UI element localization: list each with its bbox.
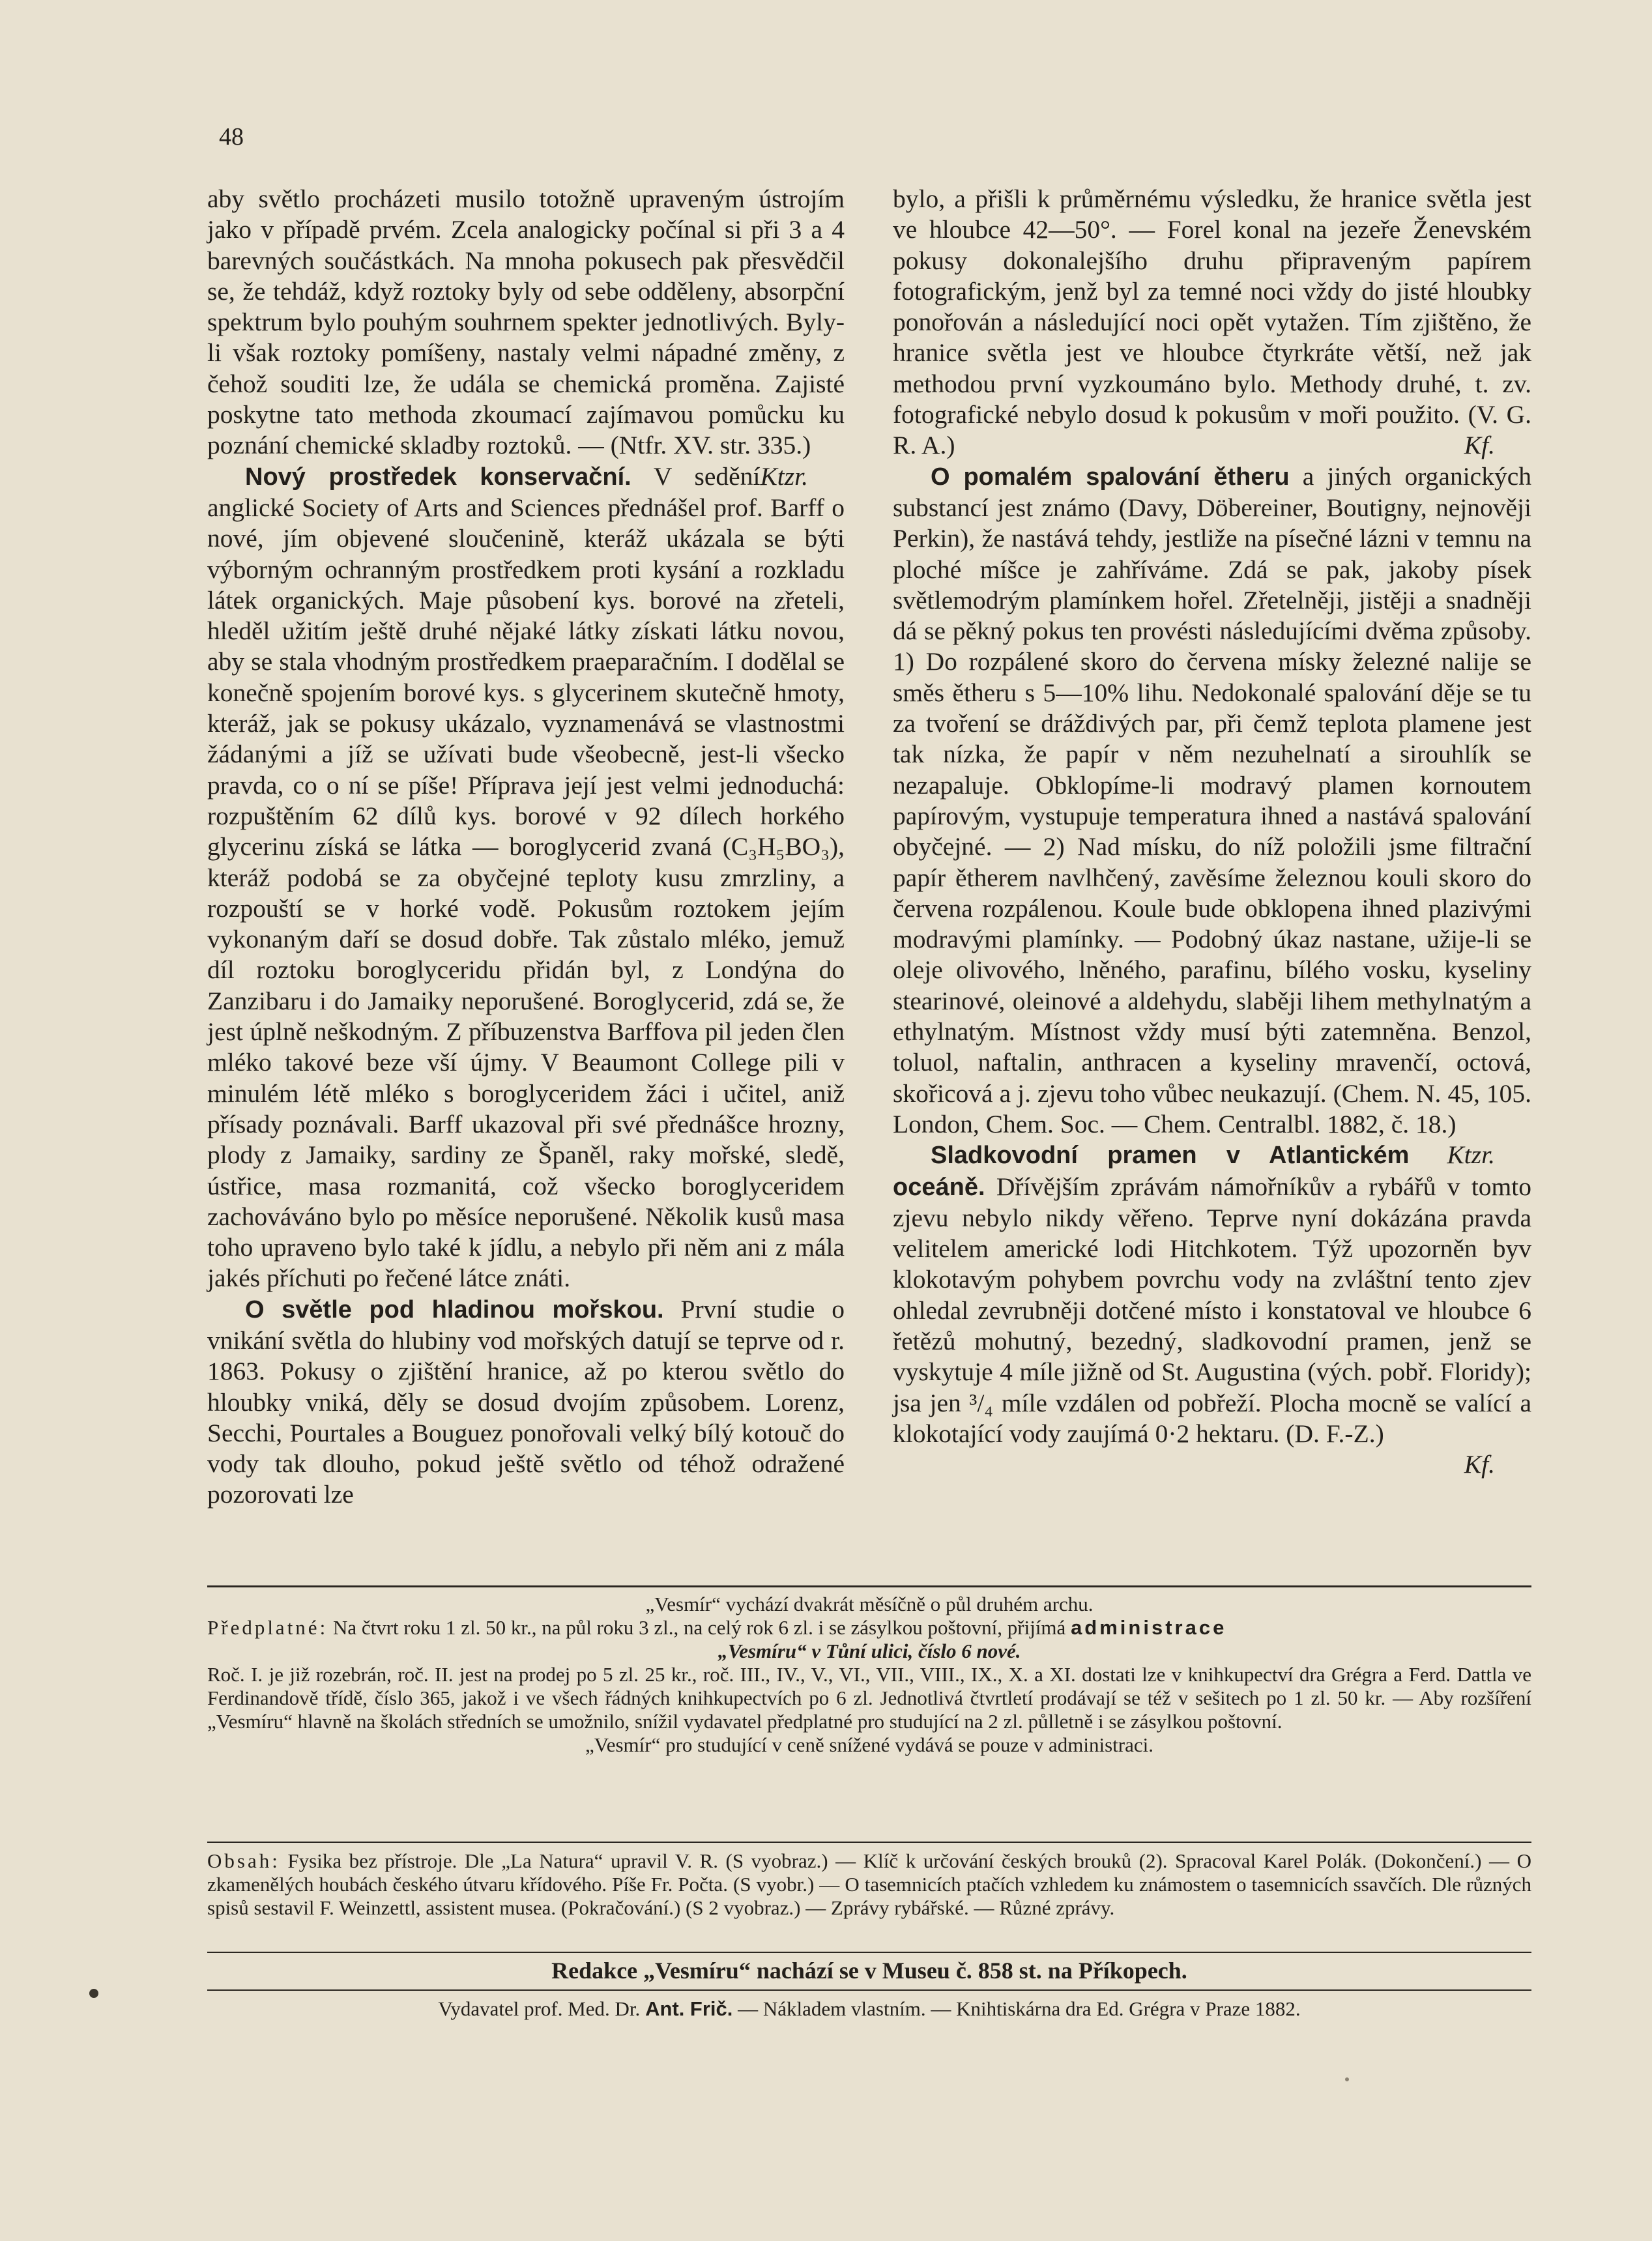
footer-rule — [207, 1585, 1531, 1587]
article-heading: Sladkovodní pramen v Atlantickém oceáně. — [893, 1142, 1410, 1201]
article-paragraph: aby světlo procházeti musilo totožně upraveným ústrojím jako v případě prvém. Zcela analogicky počínal si při 3 a 4 barevných součástkách. Na mnoha pokusech pak přesvědčil se, že tehdáž, když roztoky byly od sebe odděleny, absorpční spektrum bylo pouhým souhrnem spekter jednotlivých. Byly-li však roztoky pomíšeny, nastaly velmi nápadné změny, z čehož souditi lze, že udála se chemická proměna. Zajisté poskytne tato methoda zkoumací zajímavou pomůcku ku poznání chemické skladby roztoků. — (Ntfr. XV. str. 335.) Ktzr. — [207, 184, 845, 461]
left-column — [207, 184, 845, 1511]
editorial-rule — [207, 1952, 1531, 1953]
subscription-prices: Předplatné: Na čtvrt roku 1 zl. 50 kr., na půl roku 3 zl., na celý rok 6 zl. i se zásylkou poštovní, přijímá administrace — [207, 1616, 1227, 1639]
author-signature: Ktzr. — [760, 461, 808, 491]
students-info: „Vesmír“ pro studující v ceně snížené vydává se pouze v administraci. — [585, 1733, 1153, 1756]
publication-schedule: „Vesmír“ vychází dvakrát měsíčně o půl druhém archu. — [645, 1593, 1094, 1615]
article-heading: O pomalém spalování ětheru — [931, 463, 1290, 491]
ink-spot — [89, 1989, 98, 1998]
article-signature-line — [893, 1449, 1531, 1480]
author-signature: Kf. — [1464, 431, 1495, 460]
article-heading: Nový prostředek konservační. — [245, 463, 631, 491]
article-paragraph: Nový prostředek konservační. V sedění anglické Society of Arts and Sciences přednášel prof. Barff o nové, jím objevené sloučenině, kteráž ukázala se býti výborným ochranným prostředkem proti kysání a rozkladu látek organických. Maje působení kys. borové na zřeteli, hleděl užitím ještě druhé nějaké látky získati látku novou, aby se stala vhodným prostředkem praeparačním. I dodělal se konečně spojením borové kys. s glycerinem skutečně hmoty, kteráž, jak se pokusy ukázalo, vyznamenává se vlastnostmi žádanými a jíž se užívati bude všeobecně, jest-li všecko pravda, co o ní se píše! Příprava její jest velmi jednoduchá: rozpuštěním 62 dílů kys. borové v 92 dílech horkého glycerinu získá se látka — boroglycerid zvaná (C₃H₅BO₃), kteráž podobá se za obyčejné teploty kusu zmrzliny, a rozpouští se v horké vodě. Pokusům roztokem jejím vykonaným daří se dosud dobře. Tak zůstalo mléko, jemuž díl roztoku boroglyceridu přidán byl, z Londýna do Zanzibaru i do Jamaiky neporušené. Boroglycerid, zdá se, že jest úplně neškodným. Z příbuzenstva Barffova pil jeden člen mléko takové beze vší újmy. V Beaumont College pili v minulém létě mléko s boroglyceridem žáci i učitel, aniž přísady poznávali. Barff ukazoval při své přednášce hrozny, plody z Jamaiky, sardiny ze Španěl, raky mořské, sledě, ústřice, masa rozmanitá, což všecko boroglyceridem zachováváno bylo po měsíce neporušené. Několik kusů masa toho upraveno bylo také k jídlu, a nebylo při něm ani z mála jakés příchuti po řečené látce znáti. — [207, 461, 845, 1293]
article-paragraph: O pomalém spalování ětheru a jiných organických substancí jest známo (Davy, Döbereiner, Boutigny, nejnověji Perkin), že nastává tehdy, jestliže na písečné lázni v temnu na ploché míšce je zahříváme. Zdá se pak, jakoby písek světlemodrým plamínkem hořel. Zřetelněji, jistěji a snadněji dá se pěkný pokus ten provésti následujícími dvěma způsoby. 1) Do rozpálené skoro do červena mísky železné nalije se směs ětheru s 5—10% lihu. Nedokonalé spalování děje se tu za tvoření se dráždivých par, při čemž teplota plamene jest tak nízka, že papír v něm nezuhelnatí a sirouhlík se nezapaluje. Obklopíme-li modravý plamen kornoutem papírovým, vystupuje temperatura ihned a nastává spalování obyčejné. — 2) Nad mísku, do níž položili jsme filtrační papír ětherem navlhčený, zavěsíme železnou kouli skoro do červena rozpálenou. Koule bude obklopena ihned plazivými modravými plamínky. — Podobný úkaz nastane, užije-li se oleje olivového, lněného, parafinu, bílého vosku, kyseliny stearinové, oleinové a aldehydu, slaběji lihem methylnatým a ethylnatým. Místnost vždy musí býti zatemněna. Benzol, toluol, naftalin, anthracen a kyseliny mravenčí, octová, skořicová a j. zjevu toho vůbec neukazují. (Chem. N. 45, 105. London, Chem. Soc. — Chem. Centralbl. 1882, č. 18.) Ktzr. — [893, 461, 1531, 1140]
article-paragraph: Sladkovodní pramen v Atlantickém oceáně. Dřívějším zprávám námořníkův a rybářů v tomto zjevu nebylo nikdy věřeno. Teprve nyní dokázána pravda velitelem americké lodi Hitchkotem. Týž upozorněn byv klokotavým pohybem povrchu vody na zvláštní tento zjev ohledal zevrubněji dotčené místo i konstatoval ve hloubce 6 řetězů mohutný, bezedný, sladkovodní pramen, jenž se vyskytuje 4 míle jižně od St. Augustina (vých. pobř. Floridy); jsa jen ³/₄ míle vzdálen od pobřeží. Plocha mocně se valící a klokotající vody zaujímá 0·2 hektaru. (D. F.-Z.) — [893, 1142, 1531, 1448]
contents-text: Fysika bez přístroje. Dle „La Natura“ upravil V. R. (S vyobraz.) — Klíč k určování českých brouků (2). Spracoval Karel Polák. (Dokončení.) — O zkamenělých houbách českého útvaru křídového. Píše Fr. Počta. (S vyobr.) — O tasemnicích ptačích vzhledem ku známostem o tasemnicích ssavčích. Dle různých spisů sestavil F. Weinzettl, assistent musea. (Pokračování.) (S 2 vyobraz.) — Zprávy rybářské. — Různé zprávy. — [207, 1849, 1532, 1919]
author-signature: Ktzr. — [1447, 1140, 1495, 1170]
right-column — [893, 184, 1531, 1480]
editorial-office: Redakce „Vesmíru“ nachází se v Museu č. 858 st. na Příkopech. — [551, 1958, 1187, 1984]
author-signature: Kf. — [1464, 1450, 1495, 1479]
subscription-label: Předplatné: — [207, 1616, 328, 1639]
table-of-contents — [207, 1849, 1531, 1920]
contents-label: Obsah: — [207, 1849, 280, 1872]
ink-spot — [1345, 2077, 1349, 2081]
publisher-rule — [207, 1989, 1531, 1991]
administration-label: administrace — [1071, 1616, 1227, 1639]
article-paragraph: O světle pod hladinou mořskou. První studie o vnikání světla do hlubiny vod mořských datují se teprve od r. 1863. Pokusy o zjištění hranice, až po kterou světlo do hloubky vniká, děly se dosud dvojím způsobem. Lorenz, Secchi, Pourtales a Bouguez ponořovali velký bílý kotouč do vody tak dlouho, pokud ještě světlo od téhož odražené pozorovati lze — [207, 1294, 845, 1509]
subscription-info — [207, 1593, 1531, 1757]
page-number: 48 — [219, 123, 244, 151]
article-paragraph: bylo, a přišli k průměrnému výsledku, že hranice světla jest ve hloubce 42—50°. — Forel konal na jezeře Ženevském pokusy dokonalejšího druhu připraveným papírem fotografickým, jenž byl za temné noci vždy do jisté hloubky ponořován a následující noci opět vytažen. Tím zjištěno, že hranice světla jest ve hloubce čtyrkráte větší, než jak methodou první vyzkoumáno bylo. Methody druhé, t. zv. fotografické nebylo dosud k pokusům v moři použito. (V. G. R. A.) Kf. — [893, 184, 1531, 461]
article-heading: O světle pod hladinou mořskou. — [245, 1295, 664, 1323]
volumes-info: Roč. I. je již rozebrán, roč. II. jest na prodej po 5 zl. 25 kr., roč. III., IV., V., VI., VII., VIII., IX., X. a XI. dostati lze v knihkupectví dra Grégra a Ferd. Dattla ve Ferdinandově třídě, číslo 365, jakož i ve všech řádných knihkupectvích po 6 zl. Jednotlivá čtvrtletí prodávají se též v sešitech po 1 zl. 50 kr. — Aby rozšíření „Vesmíru“ hlavně na školách středních se umožnilo, snížil vydavatel předplatné pro studující na 2 zl. půlletně i se zásylkou poštovní. — [207, 1663, 1531, 1733]
contents-rule — [207, 1842, 1531, 1843]
publisher-line: Vydavatel prof. Med. Dr. Ant. Frič. — Nákladem vlastním. — Knihtiskárna dra Ed. Grégra v Praze 1882. — [438, 1997, 1301, 2020]
administration-address: „Vesmíru“ v Tůní ulici, číslo 6 nové. — [717, 1640, 1021, 1662]
publisher-name: Ant. Frič. — [645, 1997, 733, 2020]
